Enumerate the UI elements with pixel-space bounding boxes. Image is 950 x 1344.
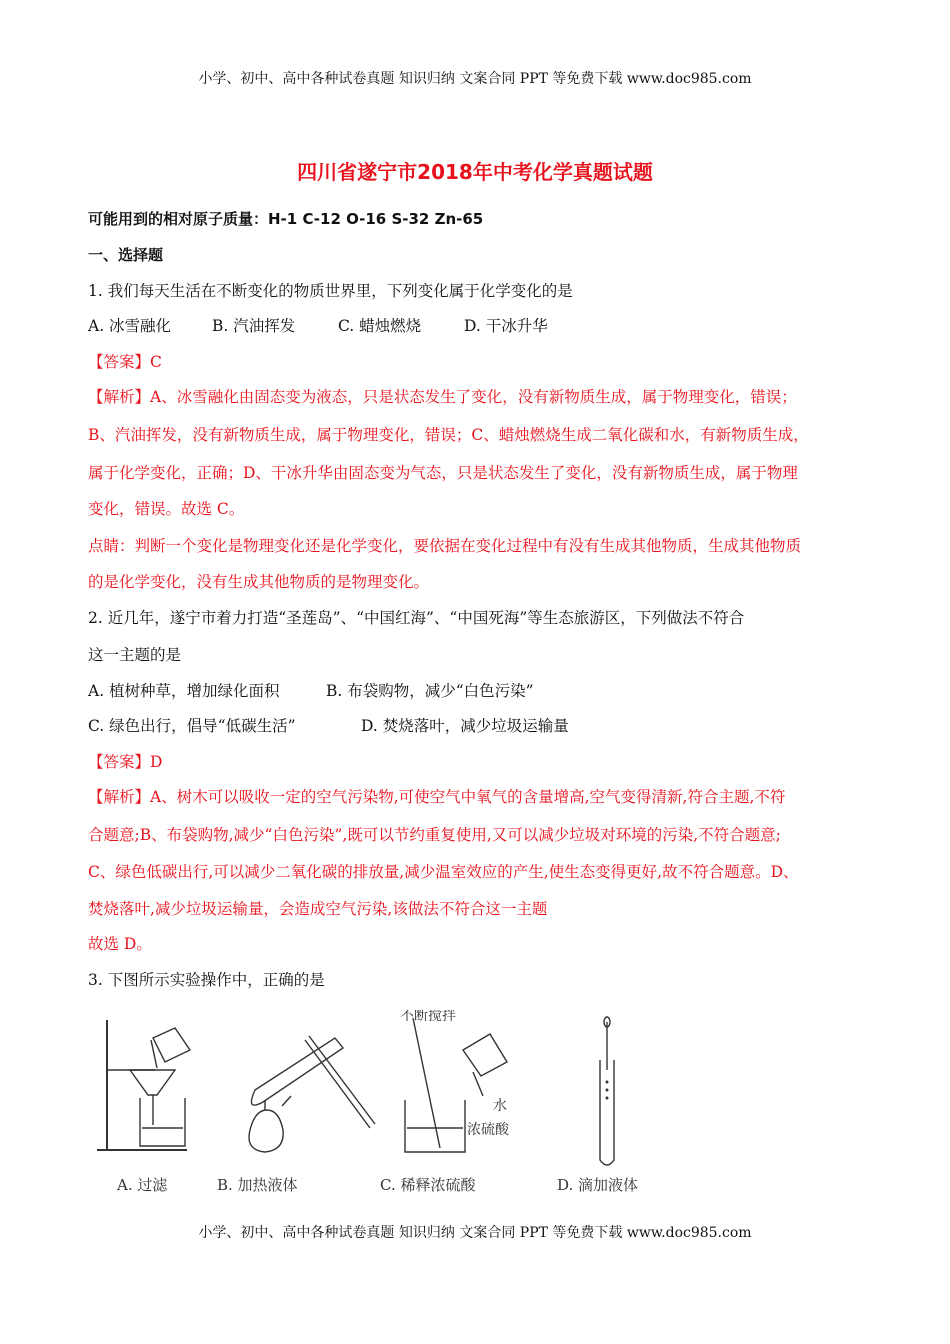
option-d: D. 干冰升华 [464, 317, 548, 335]
question-2-analysis-line: 【解析】A、树木可以吸收一定的空气污染物,可使空气中氧气的含量增高,空气变得清新,符合主题,不符 [88, 788, 786, 806]
filtration-apparatus [97, 1020, 190, 1150]
lab-figure-drawing [95, 1010, 675, 1175]
atomic-masses: 可能用到的相对原子质量：H-1 C-12 O-16 S-32 Zn-65 [88, 210, 484, 228]
caption-dropping: D. 滴加液体 [557, 1176, 639, 1194]
option-b: B. 布袋购物，减少“白色污染” [326, 682, 534, 700]
option-a: A. 植树种草，增加绿化面积 [88, 682, 280, 700]
stir-label: 不断搅拌 [400, 1010, 456, 1024]
question-2-analysis-line: 合题意;B、布袋购物,减少“白色污染”,既可以节约重复使用,又可以减少垃圾对环境的污染,不符合题意; [88, 826, 781, 844]
question-1-analysis-line: B、汽油挥发，没有新物质生成，属于物理变化，错误；C、蜡烛燃烧生成二氧化碳和水，有新物质生成， [88, 426, 809, 444]
dropper-apparatus [600, 1017, 614, 1165]
question-3-stem: 3. 下图所示实验操作中，正确的是 [88, 971, 325, 989]
caption-filtration: A. 过滤 [117, 1176, 168, 1194]
question-2-answer: 【答案】D [88, 753, 163, 771]
header-banner: 小学、初中、高中各种试卷真题 知识归纳 文案合同 PPT 等免费下载 www.doc985.com [198, 71, 752, 87]
heating-apparatus [249, 1036, 375, 1152]
water-label: 水 [493, 1098, 507, 1114]
question-1-tip-line: 点睛：判断一个变化是物理变化还是化学变化，要依据在变化过程中有没有生成其他物质，生成其他物质 [88, 537, 802, 555]
lab-operations-figure [95, 1010, 675, 1194]
question-2-stem: 这一主题的是 [88, 646, 182, 664]
question-1-answer: 【答案】C [88, 353, 162, 371]
footer-banner: 小学、初中、高中各种试卷真题 知识归纳 文案合同 PPT 等免费下载 www.doc985.com [198, 1225, 752, 1241]
question-2-options-row [88, 715, 569, 737]
section-title: 一、选择题 [88, 246, 164, 264]
question-1-options [88, 315, 548, 337]
dilution-apparatus [400, 1010, 510, 1152]
question-2-analysis-line: 焚烧落叶,减少垃圾运输量，会造成空气污染,该做法不符合这一主题 [88, 900, 548, 918]
question-1-tip-line: 的是化学变化，没有生成其他物质的是物理变化。 [88, 573, 430, 591]
option-c: C. 蜡烛燃烧 [338, 317, 422, 335]
question-1-stem: 1. 我们每天生活在不断变化的物质世界里，下列变化属于化学变化的是 [88, 282, 573, 300]
caption-dilution: C. 稀释浓硫酸 [380, 1176, 476, 1194]
page-title: 四川省遂宁市2018年中考化学真题试题 [297, 160, 653, 184]
question-1-analysis-line: 变化，错误。故选 C。 [88, 500, 245, 518]
question-2-options-row [88, 680, 534, 702]
question-1-analysis-line: 【解析】A、冰雪融化由固态变为液态，只是状态发生了变化，没有新物质生成，属于物理变化，错误； [88, 388, 797, 406]
option-a: A. 冰雪融化 [88, 317, 172, 335]
question-2-conclusion: 故选 D。 [88, 935, 152, 953]
question-1-analysis-line: 属于化学变化，正确；D、干冰升华由固态变为气态，只是状态发生了变化，没有新物质生成，属于物理 [88, 464, 798, 482]
option-c: C. 绿色出行，倡导“低碳生活” [88, 717, 296, 735]
option-d: D. 焚烧落叶，减少垃圾运输量 [361, 717, 569, 735]
caption-heating: B. 加热液体 [217, 1176, 298, 1194]
acid-label: 浓硫酸 [467, 1122, 509, 1138]
option-b: B. 汽油挥发 [212, 317, 296, 335]
question-2-analysis-line: C、绿色低碳出行,可以减少二氧化碳的排放量,减少温室效应的产生,使生态变得更好,故不符合题意。D、 [88, 863, 799, 881]
question-2-stem: 2. 近几年，遂宁市着力打造“圣莲岛”、“中国红海”、“中国死海”等生态旅游区，下列做法不符合 [88, 609, 745, 627]
